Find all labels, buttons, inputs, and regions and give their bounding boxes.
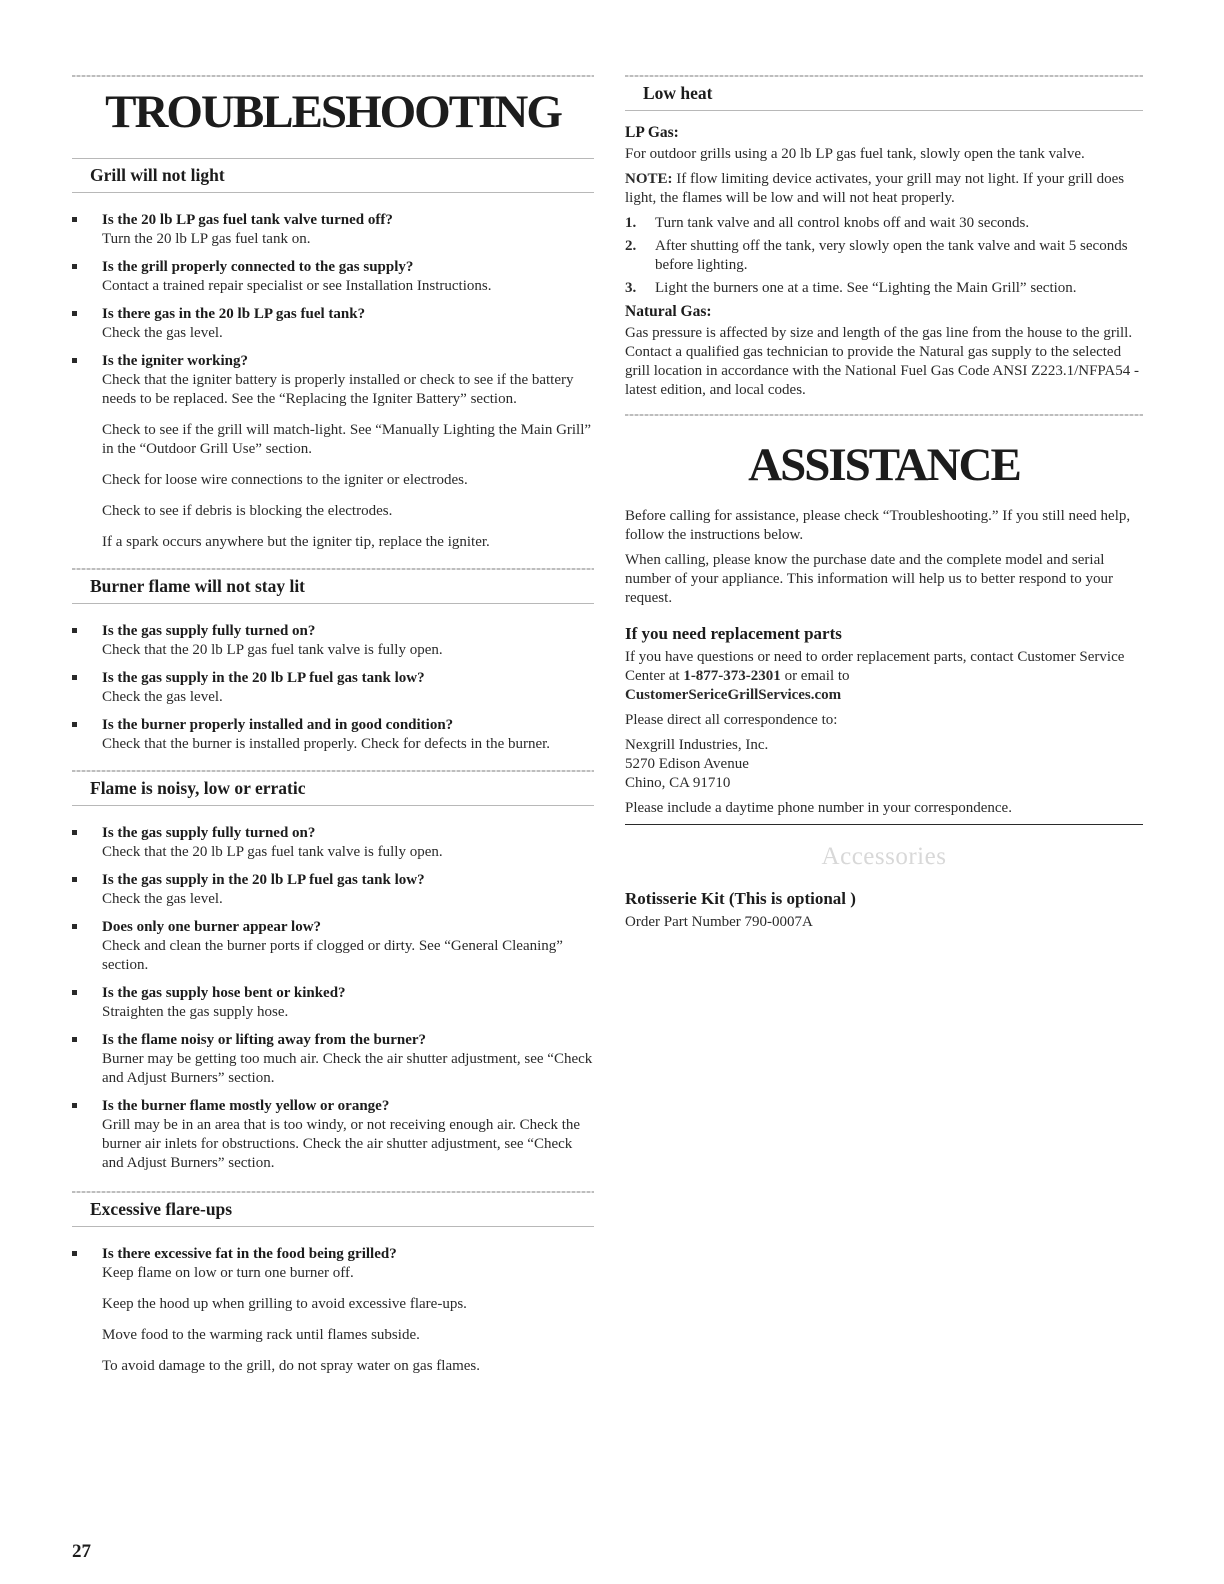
list-item <box>72 305 594 343</box>
answer: Check the gas level. <box>102 891 223 907</box>
steps-list <box>625 214 1143 298</box>
step-number: 3. <box>625 280 637 296</box>
assistance-title: ASSISTANCE <box>748 439 1020 491</box>
answer: Burner may be getting too much air. Check the air shutter adjustment, see “Check and Adjust Burners” section. <box>102 1051 593 1086</box>
paragraph: If a spark occurs anywhere but the igniter tip, replace the igniter. <box>102 534 490 550</box>
section-heading-flame-noisy: Flame is noisy, low or erratic <box>90 778 306 798</box>
question-list <box>72 622 594 754</box>
list-item <box>72 1031 594 1088</box>
answer: Grill may be in an area that is too windy, or not receiving enough air. Check the burner air inlets for obstructions. Check the air shutter adjustment, see “Check and Adjust Burners” section. <box>102 1117 581 1171</box>
section-rule <box>72 1226 594 1227</box>
list-item <box>625 279 1143 298</box>
answer: Turn the 20 lb LP gas fuel tank on. <box>102 231 311 247</box>
phone-number: 1-877-373-2301 <box>683 668 781 684</box>
lp-gas-label: LP Gas: <box>625 124 679 141</box>
replacement-parts-text <box>625 648 1143 705</box>
natural-gas-text: Gas pressure is affected by size and length of the gas line from the house to the grill. Contact a qualified gas technician to provide the Natural gas supply to the selected grill location in accordance with the National Fuel Gas Code ANSI Z223.1/NFPA54 - latest edition, and local codes. <box>625 325 1139 398</box>
answer: Check and clean the burner ports if clogged or dirty. See “General Cleaning” section. <box>102 938 563 973</box>
question: Is the gas supply fully turned on? <box>102 623 316 639</box>
answer: Keep flame on low or turn one burner off. <box>102 1265 354 1281</box>
note-label: NOTE: <box>625 171 673 187</box>
list-item <box>72 1245 594 1283</box>
section-rule <box>72 192 594 193</box>
address-line-1: Nexgrill Industries, Inc. <box>625 737 769 753</box>
question: Is there excessive fat in the food being grilled? <box>102 1246 397 1262</box>
answer: Contact a trained repair specialist or see Installation Instructions. <box>102 278 492 294</box>
bullet-icon <box>72 990 77 995</box>
section-rule <box>625 110 1143 111</box>
step-text: Light the burners one at a time. See “Lighting the Main Grill” section. <box>655 280 1077 296</box>
list-item <box>72 871 594 909</box>
rotisserie-kit-heading: Rotisserie Kit (This is optional ) <box>625 889 856 908</box>
bullet-icon <box>72 722 77 727</box>
question: Is the gas supply fully turned on? <box>102 825 316 841</box>
bullet-icon <box>72 924 77 929</box>
list-item <box>72 716 594 754</box>
answer: Check the gas level. <box>102 325 223 341</box>
parts-mid: or email to <box>780 668 850 684</box>
question: Is the burner properly installed and in good condition? <box>102 717 454 733</box>
address-line-3: Chino, CA 91710 <box>625 775 731 791</box>
bullet-icon <box>72 830 77 835</box>
bullet-icon <box>72 675 77 680</box>
list-item <box>72 1097 594 1173</box>
answer: Check that the 20 lb LP gas fuel tank valve is fully open. <box>102 642 443 658</box>
bullet-icon <box>72 628 77 633</box>
section-rule <box>625 414 1143 416</box>
note-text: If flow limiting device activates, your grill may not light. If your grill does light, the flames will be low and will not heat properly. <box>625 171 1125 206</box>
bullet-icon <box>72 311 77 316</box>
answer: Check that the 20 lb LP gas fuel tank valve is fully open. <box>102 844 443 860</box>
question: Is the grill properly connected to the gas supply? <box>102 259 414 275</box>
list-item <box>72 824 594 862</box>
list-item <box>72 352 594 409</box>
step-number: 2. <box>625 238 637 254</box>
list-item <box>625 237 1143 275</box>
section-heading-burner-flame: Burner flame will not stay lit <box>90 576 306 596</box>
paragraph: Move food to the warming rack until flames subside. <box>102 1327 420 1343</box>
paragraph: Keep the hood up when grilling to avoid excessive flare-ups. <box>102 1296 467 1312</box>
answer: Check that the burner is installed properly. Check for defects in the burner. <box>102 736 551 752</box>
list-item <box>72 622 594 660</box>
assistance-calling: When calling, please know the purchase date and the complete model and serial number of your appliance. This information will help us to better respond to your request. <box>625 552 1113 606</box>
paragraph: Check for loose wire connections to the igniter or electrodes. <box>102 472 468 488</box>
list-item <box>625 214 1143 233</box>
question-list <box>72 211 594 409</box>
question: Is the gas supply in the 20 lb LP fuel gas tank low? <box>102 872 425 888</box>
top-rule <box>72 75 594 77</box>
lp-gas-text: For outdoor grills using a 20 lb LP gas fuel tank, slowly open the tank valve. <box>625 146 1085 162</box>
list-item <box>72 211 594 249</box>
bullet-icon <box>72 217 77 222</box>
question: Does only one burner appear low? <box>102 919 322 935</box>
question: Is the gas supply hose bent or kinked? <box>102 985 346 1001</box>
section-heading-flare-ups: Excessive flare-ups <box>90 1199 233 1219</box>
answer: Straighten the gas supply hose. <box>102 1004 289 1020</box>
bullet-icon <box>72 358 77 363</box>
question-list <box>72 1245 594 1283</box>
question: Is the igniter working? <box>102 353 248 369</box>
answer: Check the gas level. <box>102 689 223 705</box>
section-heading-low-heat: Low heat <box>643 83 713 103</box>
section-rule <box>72 805 594 806</box>
page-number: 27 <box>72 1541 91 1562</box>
paragraph: Check to see if the grill will match-light. See “Manually Lighting the Main Grill” in the “Outdoor Grill Use” section. <box>102 422 592 457</box>
question: Is the gas supply in the 20 lb LP fuel gas tank low? <box>102 670 425 686</box>
right-column <box>625 0 1143 938</box>
bullet-icon <box>72 1037 77 1042</box>
question-list <box>72 824 594 1173</box>
list-item <box>72 258 594 296</box>
address-line-2: 5270 Edison Avenue <box>625 756 749 772</box>
question: Is the flame noisy or lifting away from the burner? <box>102 1032 427 1048</box>
section-heading-grill-will-not-light: Grill will not light <box>90 165 225 185</box>
troubleshooting-title: TROUBLESHOOTING <box>105 86 561 138</box>
list-item <box>72 918 594 975</box>
step-text: Turn tank valve and all control knobs off and wait 30 seconds. <box>655 215 1030 231</box>
bullet-icon <box>72 1251 77 1256</box>
parts-pre: If you have questions or need to order replacement parts, contact Customer Service Center at <box>625 649 1125 684</box>
step-number: 1. <box>625 215 637 231</box>
list-item <box>72 669 594 707</box>
email-address: CustomerSericeGrillServices.com <box>625 687 842 703</box>
step-text: After shutting off the tank, very slowly open the tank valve and wait 5 seconds before lighting. <box>655 238 1128 273</box>
direct-correspondence: Please direct all correspondence to: <box>625 712 838 728</box>
section-rule <box>72 603 594 604</box>
bullet-icon <box>72 877 77 882</box>
replacement-parts-heading: If you need replacement parts <box>625 624 842 643</box>
include-phone: Please include a daytime phone number in your correspondence. <box>625 800 1012 816</box>
paragraph: Check to see if debris is blocking the electrodes. <box>102 503 393 519</box>
bullet-icon <box>72 1103 77 1108</box>
natural-gas-label: Natural Gas: <box>625 303 712 320</box>
note-paragraph <box>625 170 1143 208</box>
paragraph: To avoid damage to the grill, do not spray water on gas flames. <box>102 1358 481 1374</box>
bullet-icon <box>72 264 77 269</box>
rotisserie-kit-text: Order Part Number 790-0007A <box>625 914 813 930</box>
answer: Check that the igniter battery is properly installed or check to see if the battery needs to be replaced. See the “Replacing the Igniter Battery” section. <box>102 372 574 407</box>
divider <box>625 824 1143 825</box>
question: Is the 20 lb LP gas fuel tank valve turned off? <box>102 212 393 228</box>
list-item <box>72 984 594 1022</box>
question: Is there gas in the 20 lb LP gas fuel tank? <box>102 306 366 322</box>
accessories-title: Accessories <box>821 843 947 870</box>
assistance-intro: Before calling for assistance, please check “Troubleshooting.” If you still need help, follow the instructions below. <box>625 508 1131 543</box>
question: Is the burner flame mostly yellow or orange? <box>102 1098 390 1114</box>
left-column <box>72 0 594 1388</box>
